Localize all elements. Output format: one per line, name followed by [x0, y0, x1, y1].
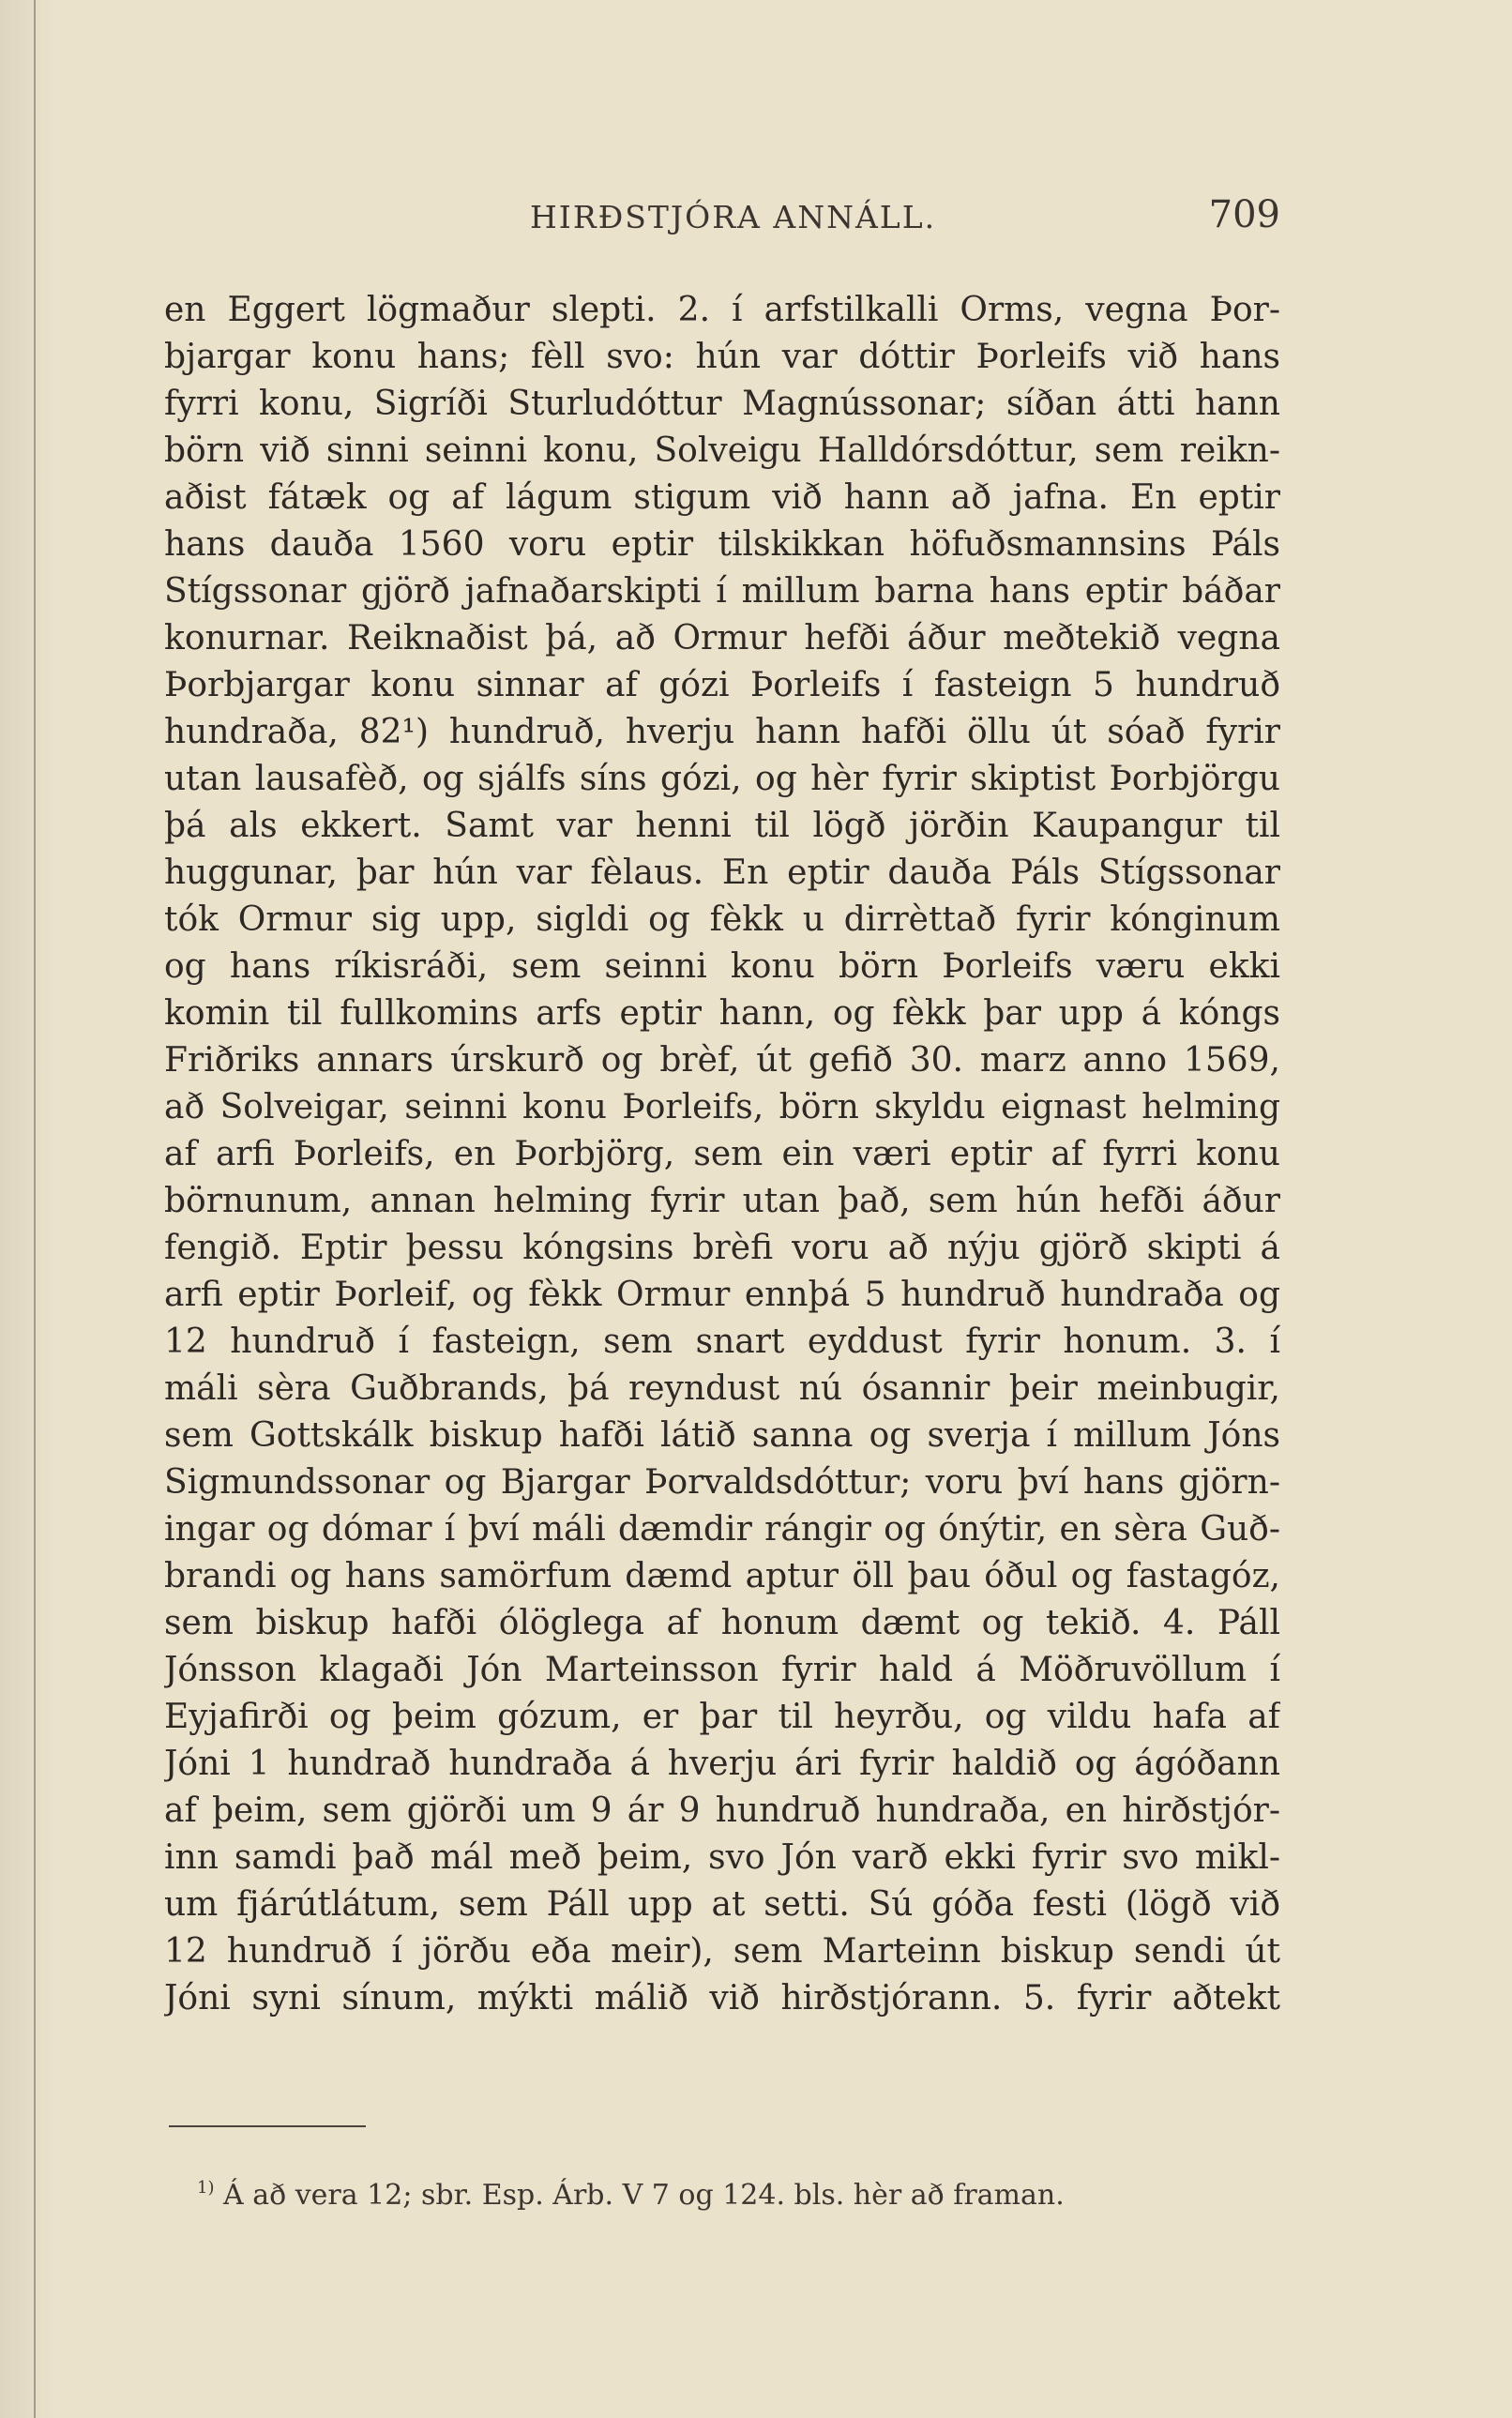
text-line: brandi og hans samörfum dæmd aptur öll þau óðul og fastagóz, [164, 1557, 1280, 1595]
text-line: að Solveigar, seinni konu Þorleifs, börn skyldu eignast helming [164, 1088, 1280, 1126]
text-line: Jóni 1 hundrað hundraða á hverju ári fyrir haldið og ágóðann [164, 1745, 1280, 1783]
text-line: hans dauða 1560 voru eptir tilskikkan höfuðsmannsins Páls [164, 525, 1280, 564]
text-line: Friðriks annars úrskurð og brèf, út gefið 30. marz anno 1569, [164, 1041, 1280, 1080]
text-line: utan lausafèð, og sjálfs síns gózi, og hèr fyrir skiptist Þorbjörgu [164, 760, 1280, 798]
footnote-marker: 1) [197, 2178, 215, 2198]
text-line: tók Ormur sig upp, sigldi og fèkk u dirrèttað fyrir kónginum [164, 900, 1280, 939]
text-line: börn við sinni seinni konu, Solveigu Halldórsdóttur, sem reikn- [164, 431, 1280, 470]
text-line: huggunar, þar hún var fèlaus. En eptir dauða Páls Stígssonar [164, 854, 1280, 892]
text-line: konurnar. Reiknaðist þá, að Ormur hefði áður meðtekið vegna [164, 619, 1280, 657]
text-line: 12 hundruð í jörðu eða meir), sem Marteinn biskup sendi út [164, 1932, 1280, 1971]
text-line: komin til fullkomins arfs eptir hann, og fèkk þar upp á kóngs [164, 994, 1280, 1033]
text-line: ingar og dómar í því máli dæmdir rángir og ónýtir, en sèra Guð- [164, 1510, 1280, 1549]
text-line: Þorbjargar konu sinnar af gózi Þorleifs í fasteign 5 hundruð [164, 666, 1280, 704]
text-line: Sigmundssonar og Bjargar Þorvaldsdóttur; voru því hans gjörn- [164, 1463, 1280, 1502]
binding-edge [34, 0, 36, 2418]
text-line: bjargar konu hans; fèll svo: hún var dóttir Þorleifs við hans [164, 338, 1280, 376]
text-line: máli sèra Guðbrands, þá reyndust nú ósannir þeir meinbugir, [164, 1369, 1280, 1408]
text-line: af þeim, sem gjörði um 9 ár 9 hundruð hundraða, en hirðstjór- [164, 1791, 1280, 1830]
text-line: Stígssonar gjörð jafnaðarskipti í millum barna hans eptir báðar [164, 572, 1280, 611]
text-line: sem Gottskálk biskup hafði látið sanna og sverja í millum Jóns [164, 1416, 1280, 1455]
body-text [164, 287, 1280, 2022]
footnote-rule [169, 2125, 366, 2127]
running-head [164, 193, 1280, 246]
text-line: og hans ríkisráði, sem seinni konu börn Þorleifs væru ekki [164, 947, 1280, 986]
text-line: sem biskup hafði ólöglega af honum dæmt og tekið. 4. Páll [164, 1604, 1280, 1642]
text-line: en Eggert lögmaður slepti. 2. í arfstilkalli Orms, vegna Þor- [164, 291, 1280, 329]
text-line: um fjárútlátum, sem Páll upp at setti. Sú góða festi (lögð við [164, 1885, 1280, 1924]
footnote-text: Á að vera 12; sbr. Esp. Árb. V 7 og 124. bls. hèr að framan. [223, 2179, 1065, 2212]
text-line: fengið. Eptir þessu kóngsins brèfi voru að nýju gjörð skipti á [164, 1229, 1280, 1267]
text-line: hundraða, 82¹) hundruð, hverju hann hafði öllu út sóað fyrir [164, 713, 1280, 751]
text-line: af arfi Þorleifs, en Þorbjörg, sem ein væri eptir af fyrri konu [164, 1135, 1280, 1173]
text-line: Eyjafirði og þeim gózum, er þar til heyrðu, og vildu hafa af [164, 1698, 1280, 1736]
text-line: arfi eptir Þorleif, og fèkk Ormur ennþá 5 hundruð hundraða og [164, 1276, 1280, 1314]
text-line: inn samdi það mál með þeim, svo Jón varð ekki fyrir svo mikl- [164, 1838, 1280, 1877]
text-line: aðist fátæk og af lágum stigum við hann að jafna. En eptir [164, 478, 1280, 517]
text-line: þá als ekkert. Samt var henni til lögð jörðin Kaupangur til [164, 807, 1280, 845]
running-title: HIRÐSTJÓRA ANNÁLL. [530, 199, 937, 235]
text-line: Jóni syni sínum, mýkti málið við hirðstjórann. 5. fyrir aðtekt [164, 1979, 1280, 2018]
text-line: fyrri konu, Sigríði Sturludóttur Magnússonar; síðan átti hann [164, 385, 1280, 423]
page-number: 709 [1208, 193, 1280, 236]
text-line: 12 hundruð í fasteign, sem snart eyddust fyrir honum. 3. í [164, 1322, 1280, 1361]
text-line: börnunum, annan helming fyrir utan það, sem hún hefði áður [164, 1182, 1280, 1220]
text-line: Jónsson klagaði Jón Marteinsson fyrir hald á Möðruvöllum í [164, 1651, 1280, 1689]
footnote [197, 2178, 1065, 2212]
